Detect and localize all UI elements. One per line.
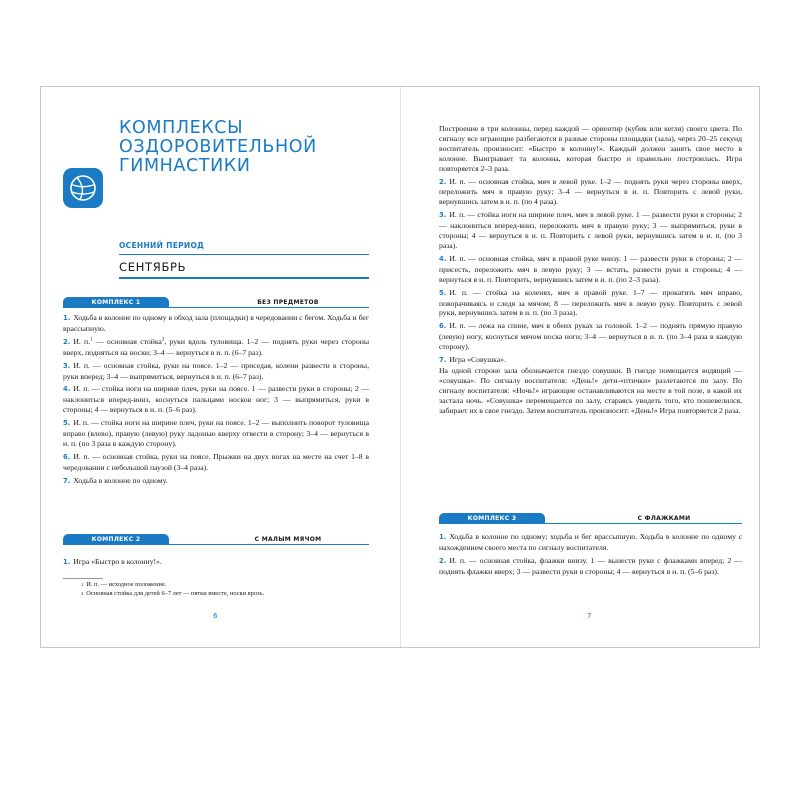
ball-icon [63,168,103,208]
left-page [41,87,401,647]
list-item: 7. Игра «Совушка». [439,355,506,365]
complex-1-header [63,297,369,308]
list-item: 5. И. п. — стойка на коленях, мяч в правой руке. 1–7 — прокатить мяч вправо, поворачиваясь и следя за мячом; 8 — переложить мяч в левую руку. Повторить с левой руки, вернувшись затем в и. п. (по 3 раза). [439,287,742,318]
list-item: 2. И. п. — основная стойка, флажки внизу. 1 — вынести руки с флажками вперед; 2 — поднять флажки вверх; 3 — развести руки в стороны; 4 — вернуться в и. п. (5–6 раз). [439,555,742,576]
list-item: 4. И. п. — стойка ноги на ширине плеч, руки на поясе. 1 — развести руки в стороны; 2 — наклониться вперед-вниз, коснуться пальцами носков ног; 3 — выпрямиться, руки в стороны; 4 — вернуться в и. п. (5–6 раз). [63,384,369,415]
list-item: 7. Ходьба в колонне по одному. [63,475,168,485]
title-line-1: КОМПЛЕКСЫ [119,118,244,138]
right-text [439,124,742,418]
right-page [401,87,760,647]
list-item: 3. И. п. — основная стойка, руки на поясе. 1–2 — приседая, колени развести в стороны, руки вперед; 3–4 — выпрямиться, вернуться в и. п. (6–7 раз). [63,360,369,381]
complex-1-subtitle: БЕЗ ПРЕДМЕТОВ [257,299,319,306]
complex-3-list [439,532,742,580]
footnotes [81,580,341,598]
complex-3-label: КОМПЛЕКС 3 [439,513,545,524]
list-item: 1. Ходьба в колонне по одному в обход зала (площадки) в чередовании с бегом. Ходьба и бег врассыпную. [63,313,369,333]
list-item: 1. Ходьба в колонне по одному; ходьба и бег врассыпную. Ходьба в колонне по одному с нахождением своего места по сигналу воспитателя. [439,532,742,552]
page-number-left: 6 [213,612,218,620]
page-number-right: 7 [587,612,592,620]
footnote-ref-1[interactable]: 1 [90,337,93,343]
footnote-rule [63,578,103,579]
list-item: 2. И. п.$^1$ — основная стойка$^2$, руки вдоль туловища. 1–2 — поднять руки через стороны вверх, подняться на носки; 3–4 — вернуться в и. п. (6–7 раз). [63,336,369,357]
list-item: 4. И. п. — основная стойка, мяч в правой руке внизу. 1 — развести руки в стороны; 2 — присесть, переложить мяч в левую руку; 3 — встать, развести руки в стороны; 4 — вернуться в и. п. Повторить, вернувшись затем в и. п. (по 2–3 раза). [439,253,742,284]
month-divider [119,277,369,279]
footnote-2: $^2$ Основная стойка для детей 6–7 лет — пятки вместе, носки врозь. [81,590,265,597]
title-line-3: ГИМНАСТИКИ [119,156,251,176]
complex-2-list [63,557,369,571]
list-item: 3. И. п. — стойка ноги на ширине плеч, мяч в левой руке. 1 — развести руки в стороны; 2 — наклониться вперед-вниз, переложить мяч в правую руку; 3 — выпрямиться, руки в стороны; 4 — вернуться в и. п. Повторить с левой руки, вернувшись затем в и. п. (по 3 раза). [439,210,742,250]
list-item: 6. И. п. — лежа на спине, мяч в обеих руках за головой. 1–2 — поднять прямую правую (левую) ногу, коснуться мячом носка ноги; 3–4 — вернуться в и. п. (по 3–4 раза в каждую сторону). [439,321,742,352]
complex-3-subtitle: С ФЛАЖКАМИ [637,515,691,522]
complex-3-header [439,513,742,524]
list-item: 1. Игра «Быстро в колонну!». [63,557,162,566]
game-paragraph: На одной стороне зала обозначается гнездо совушки. В гнезде помещается водящий — «совушка». По сигналу воспитателя: «День!» дети-«птички» разлетаются по залу. По сигналу воспитателя: «Ночь!» играющие останавливаются на месте в той позе, в какой их застала ночь. «Совушка» перемещается по залу, стараясь увидеть того, кто пошевелился, забирает их в свое гнездо. Затем воспитатель произносит: «День!» Игра повторяется 2 раза. [439,365,742,415]
complex-2-header [63,534,369,545]
month-heading: СЕНТЯБРЬ [119,260,187,274]
period-heading: ОСЕННИЙ ПЕРИОД [119,241,205,250]
book-spread [40,86,760,648]
complex-2-label: КОМПЛЕКС 2 [63,534,169,545]
complex-2-subtitle: С МАЛЫМ МЯЧОМ [254,536,322,543]
list-item: 6. И. п. — основная стойка, руки на поясе. Прыжки на двух ногах на месте на счет 1–8 в чередовании с небольшой паузой (3–4 раза). [63,451,369,472]
complex-1-label: КОМПЛЕКС 1 [63,297,169,308]
period-divider [119,254,369,255]
list-item: 5. И. п. — стойка ноги на ширине плеч, руки на поясе. 1–2 — выполнить поворот туловища вправо (влево), правую (левую) руку ладонью кверху отвести в сторону; 3–4 — вернуться в и. п. (по 3 раза в каждую сторону). [63,418,369,448]
footnote-ref-2[interactable]: 2 [161,337,165,343]
title-line-2: ОЗДОРОВИТЕЛЬНОЙ [119,137,317,157]
chapter-title [119,119,319,176]
intro-paragraph: Построение в три колонны, перед каждой — ориентир (кубик или кегля) своего цвета. По сигналу все играющие разбегаются в разные стороны площадки (зала), через 20–25 секунд воспитатель произносит: «Быстро в колонну!». Каждый должен занять свое место в колонне. Выигрывает та колонна, которая быстро и правильно построилась. Игра повторяется 2–3 раза. [439,124,742,173]
list-item: 2. И. п. — основная стойка, мяч в левой руке. 1–2 — поднять руки через стороны вверх, переложить мяч в правую руку; 3–4 — вернуться в и. п. Повторить с левой руки, вернувшись затем в и. п. (по 4 раза). [439,176,742,207]
footnote-1: $^1$ И. п. — исходное положение. [81,581,167,588]
complex-1-list [63,313,369,490]
